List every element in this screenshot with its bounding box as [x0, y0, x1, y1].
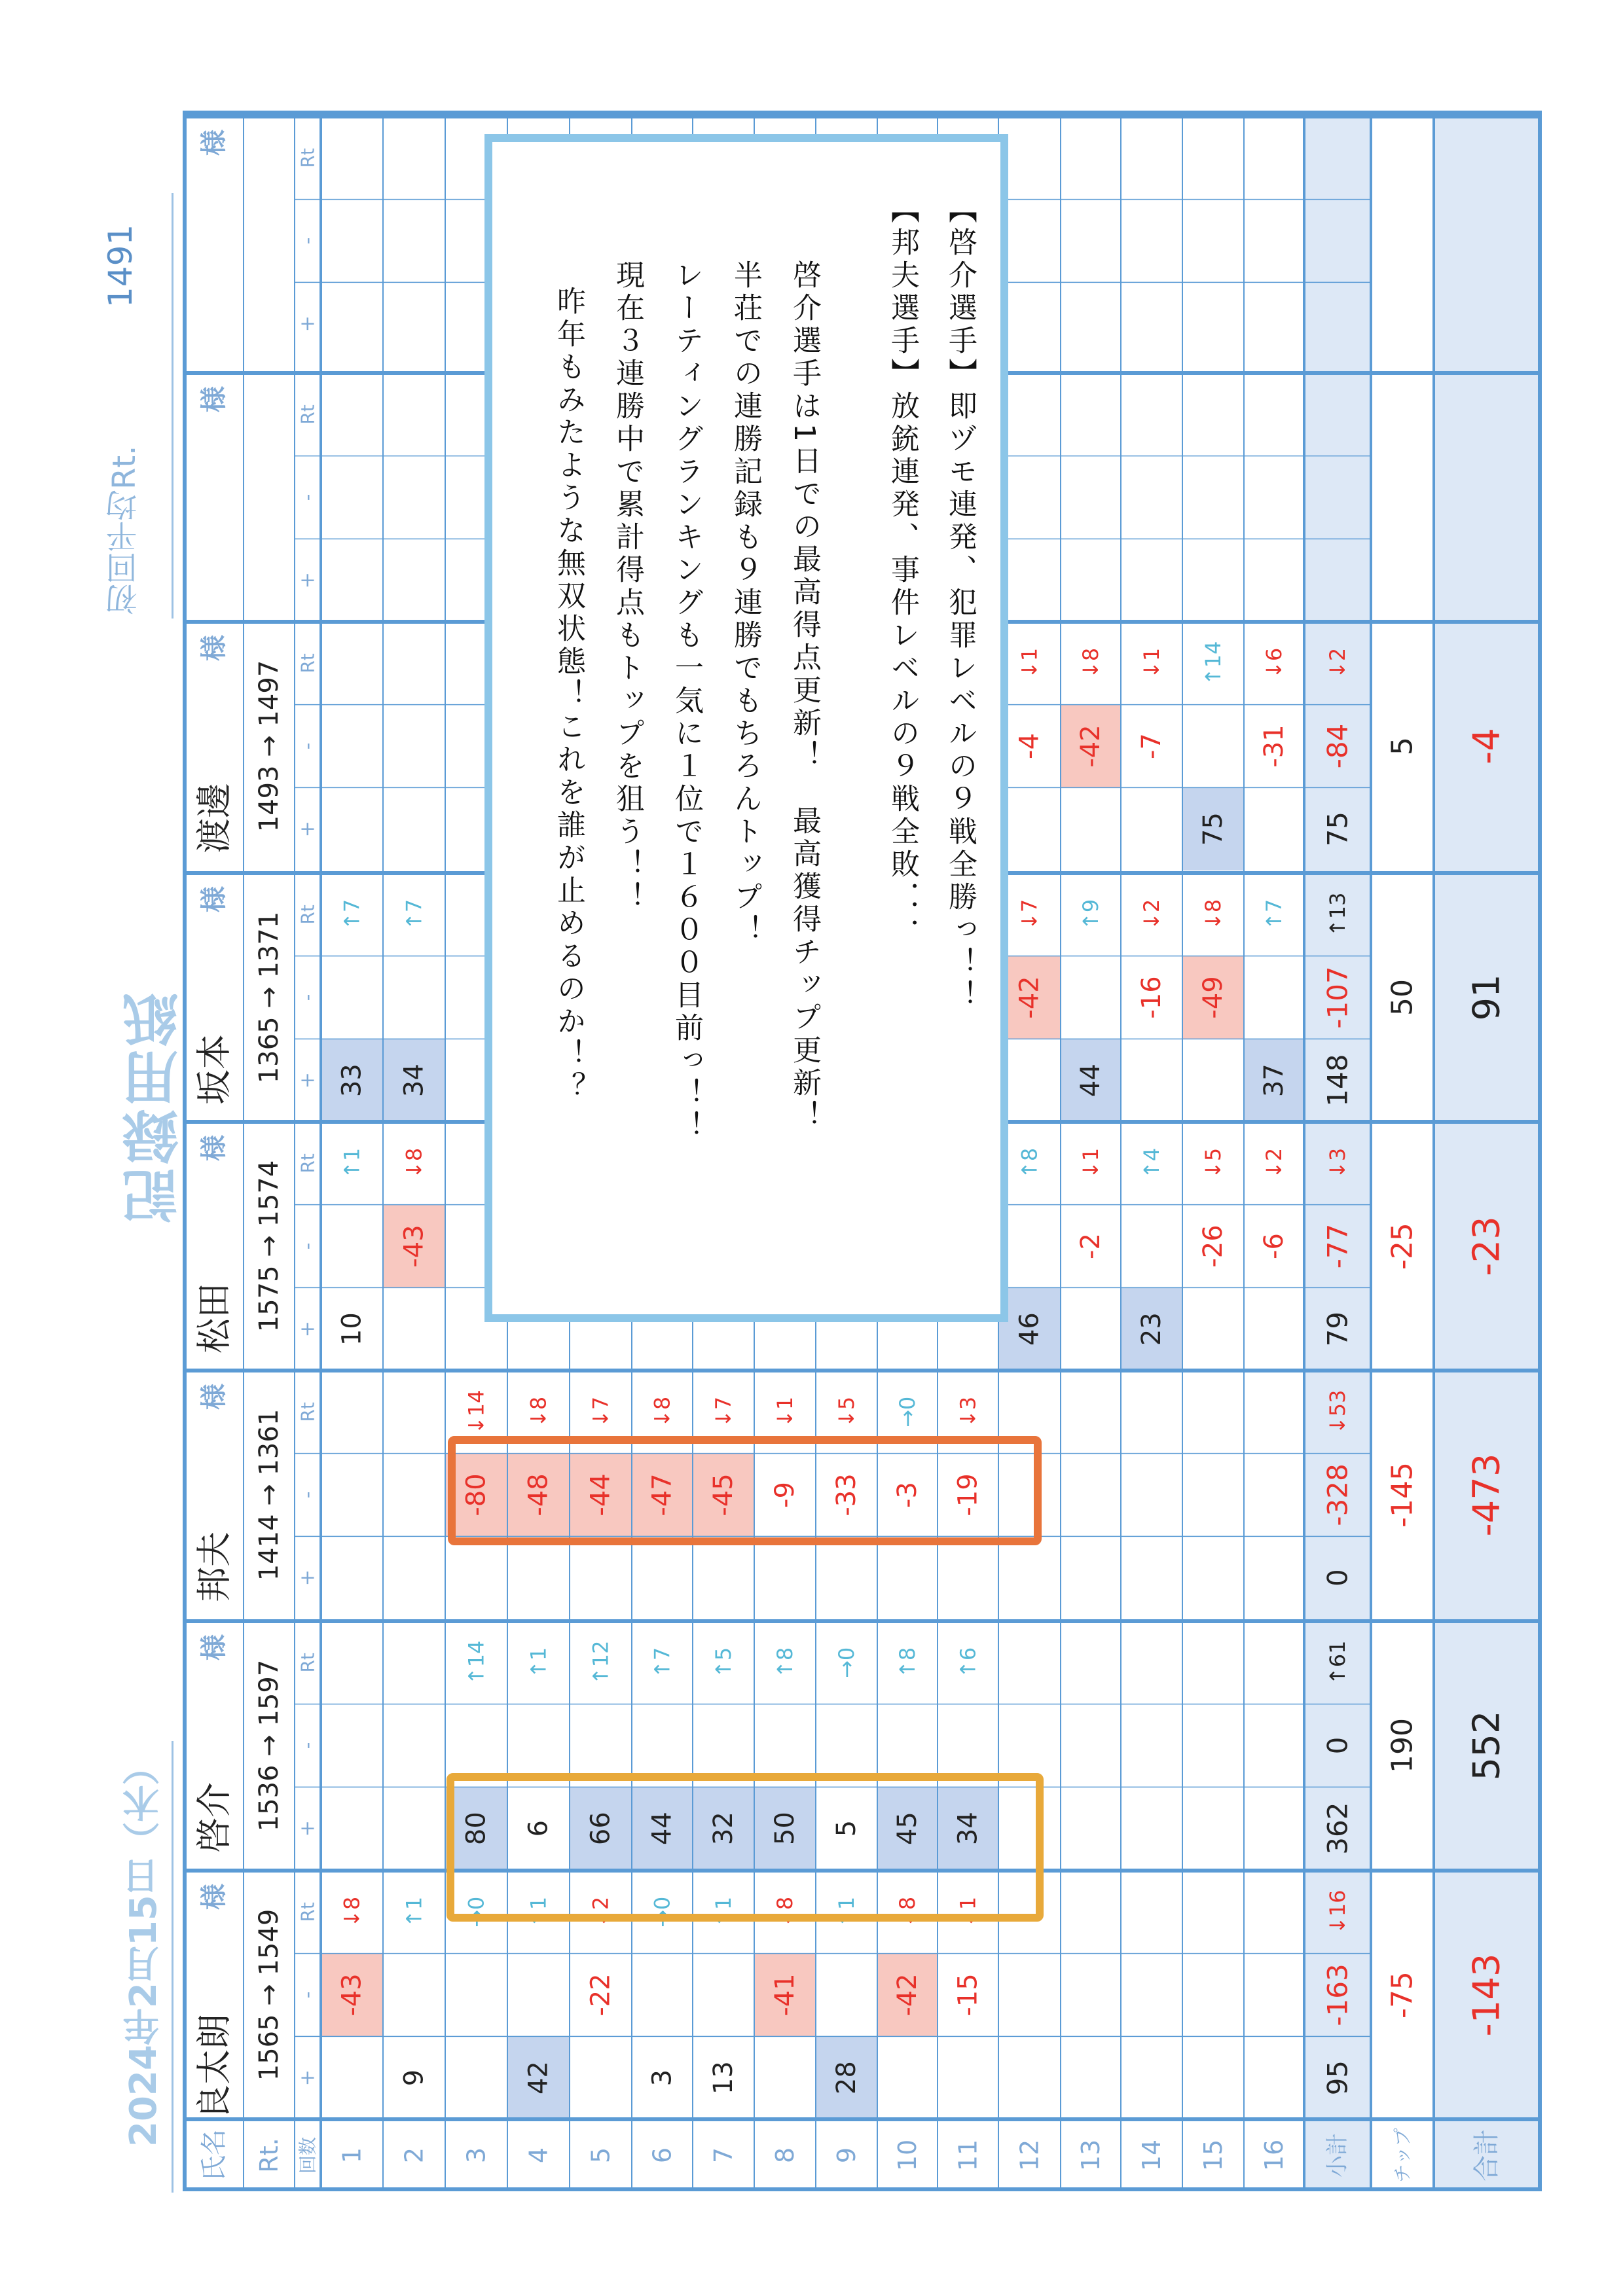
minus-score: -9 [770, 1482, 800, 1508]
chip-value: -145 [1385, 1462, 1419, 1528]
rating-change: ↓7 [588, 1396, 613, 1427]
rating-change: ↑5 [711, 1647, 736, 1678]
plus-header: + [296, 1072, 319, 1089]
comment-line-3: 啓介選手は1日での最高得点更新！ 最高獲得チップ更新！ [788, 260, 821, 1133]
honorific-label: 様 [199, 1884, 229, 1910]
subtotal-minus: -328 [1321, 1463, 1354, 1526]
rating-change: ↓8 [895, 1896, 920, 1928]
plus-score: 75 [1198, 812, 1228, 846]
rating-change: →0 [649, 1896, 675, 1928]
minus-score: -3 [892, 1482, 922, 1508]
rating-change: ↑4 [1139, 1147, 1164, 1179]
minus-score: -42 [892, 1973, 922, 2017]
rating-change: ↓7 [1017, 899, 1042, 930]
rating-change: ↓1 [1017, 647, 1042, 679]
round-number: 15 [1199, 2139, 1228, 2172]
plus-score: 10 [337, 1312, 367, 1346]
total-band [1434, 113, 1540, 2119]
rating-change: ↑7 [339, 899, 365, 930]
round-number: 10 [893, 2139, 922, 2172]
minus-score: -6 [1259, 1233, 1289, 1259]
sheet-date: 2024年2月15日（木） [122, 1748, 165, 2147]
plus-score: 3 [647, 2069, 678, 2087]
round-number: 11 [953, 2139, 983, 2172]
minus-header: - [296, 237, 319, 245]
rt-header: Rt [297, 1153, 319, 1174]
plus-header: + [296, 315, 319, 332]
plus-score: 46 [1014, 1312, 1045, 1346]
rating-change: ↑7 [1262, 899, 1286, 930]
rating-change: ↓8 [1078, 647, 1103, 679]
minus-score: -80 [461, 1473, 492, 1516]
plus-score: 23 [1137, 1312, 1167, 1346]
plus-score: 28 [831, 2061, 862, 2095]
plus-score: 32 [708, 1812, 739, 1846]
minus-score: -49 [1198, 976, 1228, 1019]
average-rating-value: 1491 [101, 224, 139, 308]
comment-line-2: 放銃連発、事件レベルの９戦全敗．．． [886, 391, 919, 951]
minus-header: - [296, 994, 319, 1001]
subtotal-plus: 79 [1321, 1311, 1354, 1347]
plus-score: 42 [523, 2061, 554, 2095]
minus-score: -45 [708, 1473, 739, 1516]
subtotal-minus: 0 [1321, 1736, 1354, 1755]
subtotal-rating: ↓53 [1325, 1390, 1350, 1435]
minus-header: - [296, 1742, 319, 1749]
subtotal-label: 小計 [1324, 2133, 1351, 2178]
player-name: 渡邊 [193, 783, 235, 853]
rating-change: ↑1 [339, 1147, 365, 1179]
rating-change: ↑9 [1078, 899, 1103, 930]
plus-header: + [296, 1321, 319, 1338]
minus-score: -47 [647, 1473, 678, 1516]
rating-change: ↑14 [1201, 641, 1226, 686]
subtotal-minus: -84 [1321, 723, 1354, 769]
minus-score: -19 [953, 1473, 983, 1516]
rating-change: ↓2 [588, 1896, 613, 1928]
rt-header: Rt [297, 905, 319, 925]
rating-change: ↓5 [834, 1396, 859, 1427]
player-name: 邦夫 [193, 1532, 235, 1602]
total-value: 91 [1465, 974, 1508, 1021]
honorific-label: 様 [199, 1135, 229, 1161]
comment-line-6: 現在３連勝中で累計得点もトップを狙う！！ [611, 260, 644, 914]
chip-value: 190 [1385, 1718, 1419, 1773]
minus-header: - [296, 1491, 319, 1499]
round-label: 回数 [297, 2136, 319, 2174]
minus-score: -42 [1014, 976, 1045, 1019]
rating-change: ↑1 [711, 1896, 736, 1928]
total-value: -23 [1465, 1216, 1508, 1276]
honorific-label: 様 [199, 386, 229, 412]
minus-header: - [296, 1991, 319, 1999]
rating-change: ↓5 [1201, 1147, 1226, 1179]
plus-header: + [296, 572, 319, 589]
rating-change: ↑1 [834, 1896, 859, 1928]
subtotal-plus: 362 [1321, 1802, 1354, 1855]
rating-change: ↓6 [1262, 647, 1286, 679]
rating-change: ↓8 [649, 1396, 675, 1427]
plus-score: 44 [647, 1812, 678, 1846]
rating-change: ↓1 [1078, 1147, 1103, 1179]
plus-score: 9 [399, 2069, 429, 2087]
player-name: 啓介 [193, 1782, 235, 1853]
subtotal-plus: 75 [1321, 811, 1354, 847]
subtotal-minus: -77 [1321, 1223, 1354, 1269]
average-rating-label: 初回平均Rt. [106, 445, 143, 615]
total-value: 552 [1465, 1710, 1508, 1781]
round-number: 2 [399, 2147, 429, 2164]
total-label: 合計 [1472, 2129, 1502, 2181]
player-rating: 1414 → 1361 [254, 1408, 284, 1581]
honorific-label: 様 [199, 886, 229, 912]
honorific-label: 様 [199, 130, 229, 156]
minus-header: - [296, 493, 319, 501]
rating-change: ↓8 [773, 1896, 797, 1928]
subtotal-rating: ↑13 [1325, 892, 1350, 937]
subtotal-minus: -107 [1321, 966, 1354, 1029]
player-name: 良太朗 [193, 2014, 235, 2120]
plus-header: + [296, 821, 319, 838]
plus-score: 33 [337, 1064, 367, 1098]
plus-header: + [296, 2070, 319, 2087]
name-label: 氏名 [199, 2129, 229, 2181]
chip-value: -75 [1385, 1971, 1419, 2018]
rating-change: ↓8 [401, 1147, 427, 1179]
plus-score: 5 [831, 1820, 862, 1837]
rating-change: ↑7 [401, 899, 427, 930]
rating-change: ↓14 [464, 1390, 489, 1435]
rt-header: Rt [297, 148, 319, 168]
rating-change: ↓8 [339, 1896, 365, 1928]
subtotal-plus: 95 [1321, 2060, 1354, 2096]
plus-score: 44 [1076, 1064, 1106, 1098]
round-number: 13 [1076, 2139, 1105, 2172]
player-rating: 1493 → 1497 [254, 660, 284, 833]
chip-label: チップ [1391, 2128, 1413, 2183]
rating-change: ↓2 [1262, 1147, 1286, 1179]
total-value: -4 [1465, 728, 1508, 764]
comment-line-5: レーティングランキングも一気に１位で１６００目前っ！！ [670, 260, 703, 1143]
rating-change: →0 [464, 1896, 489, 1928]
chip-value: -25 [1385, 1223, 1419, 1270]
minus-score: -15 [953, 1973, 983, 2017]
rating-change: ↓1 [955, 1896, 981, 1928]
plus-score: 13 [708, 2061, 739, 2095]
minus-score: -43 [337, 1973, 367, 2017]
subtotal-plus: 148 [1321, 1054, 1354, 1107]
rt-header: Rt [297, 1902, 319, 1922]
rating-change: →0 [834, 1647, 859, 1678]
subtotal-rating: ↓16 [1325, 1890, 1350, 1935]
minus-score: -16 [1137, 976, 1167, 1019]
subtotal-rating: ↓2 [1325, 647, 1350, 679]
subtotal-rating: ↓3 [1325, 1147, 1350, 1179]
round-number: 14 [1137, 2139, 1166, 2172]
plus-score: 34 [953, 1812, 983, 1846]
round-number: 8 [771, 2147, 799, 2164]
round-number: 5 [586, 2147, 615, 2164]
subtotal-minus: -163 [1321, 1964, 1354, 2026]
sheet-title: 記録用紙 [122, 988, 188, 1224]
subtotal-rating: ↑61 [1325, 1640, 1350, 1685]
plus-score: 66 [585, 1812, 616, 1846]
chip-value: 5 [1385, 737, 1419, 755]
rating-change: ↑12 [588, 1640, 613, 1685]
round-number: 1 [337, 2147, 367, 2164]
rating-change: ↑1 [526, 1896, 551, 1928]
minus-score: -42 [1076, 725, 1106, 768]
rating-change: ↓1 [1139, 647, 1164, 679]
rating-change: ↓8 [1201, 899, 1226, 930]
minus-header: - [296, 1242, 319, 1250]
minus-score: -44 [585, 1473, 616, 1516]
player-name: 松田 [193, 1283, 235, 1354]
total-value: -143 [1465, 1953, 1508, 2037]
round-number: 12 [1015, 2139, 1044, 2172]
comment-line-1-tag: 【啓介選手】 [943, 194, 977, 391]
rating-change: ↑14 [464, 1640, 489, 1685]
minus-score: -33 [831, 1473, 862, 1516]
minus-score: -22 [585, 1973, 616, 2017]
honorific-label: 様 [199, 1634, 229, 1660]
comment-line-4: 半荘での連勝記録も９連勝でもちろんトップ！ [729, 260, 762, 947]
minus-score: -7 [1137, 733, 1167, 759]
rating-change: ↑8 [895, 1647, 920, 1678]
plus-score: 45 [892, 1812, 922, 1846]
rating-change: ↓8 [526, 1396, 551, 1427]
plus-header: + [296, 1820, 319, 1837]
total-value: -473 [1465, 1453, 1508, 1537]
round-number: 9 [832, 2147, 861, 2164]
minus-score: -48 [523, 1473, 554, 1516]
comment-line-2-tag: 【邦夫選手】 [886, 194, 919, 391]
plus-score: 50 [770, 1812, 800, 1846]
minus-score: -26 [1198, 1225, 1228, 1268]
player-name: 坂本 [193, 1034, 235, 1105]
rating-change: ↑8 [1017, 1147, 1042, 1179]
player-rating: 1536 → 1597 [254, 1659, 284, 1832]
rating-change: ↓7 [711, 1396, 736, 1427]
rt-header: Rt [297, 404, 319, 425]
player-rating: 1565 → 1549 [254, 1909, 284, 2081]
rating-change: ↑1 [526, 1647, 551, 1678]
plus-score: 34 [399, 1064, 429, 1098]
rating-change: ↑6 [955, 1647, 981, 1678]
round-number: 7 [709, 2147, 738, 2164]
comment-line-7: 昨年もみたような無双状態！これを誰が止めるのか！？ [552, 286, 585, 1104]
rating-change: ↑1 [401, 1896, 427, 1928]
plus-score: 37 [1259, 1064, 1289, 1098]
minus-header: - [296, 742, 319, 750]
minus-score: -2 [1076, 1233, 1106, 1259]
comment-line-1: 即ヅモ連発、犯罪レベルの９戦全勝っ！！ [943, 391, 977, 1013]
round-number: 4 [524, 2147, 553, 2164]
rt-header: Rt [297, 653, 319, 673]
player-rating: 1575 → 1574 [254, 1160, 284, 1333]
minus-score: -4 [1014, 733, 1045, 759]
minus-score: -41 [770, 1973, 800, 2017]
plus-score: 6 [523, 1820, 554, 1837]
rating-change: ↓2 [1139, 899, 1164, 930]
rating-change: ↓3 [955, 1396, 981, 1427]
round-number: 6 [647, 2147, 677, 2164]
rating-change: ↑7 [649, 1647, 675, 1678]
rating-change: ↓1 [773, 1396, 797, 1427]
plus-header: + [296, 1570, 319, 1587]
honorific-label: 様 [199, 635, 229, 661]
round-number: 16 [1260, 2139, 1288, 2172]
subtotal-plus: 0 [1321, 1569, 1354, 1587]
rating-change: →0 [895, 1396, 920, 1427]
rt-header: Rt [297, 1402, 319, 1422]
minus-score: -31 [1259, 725, 1289, 768]
chip-value: 50 [1385, 979, 1419, 1016]
player-rating: 1365 → 1371 [254, 911, 284, 1084]
honorific-label: 様 [199, 1384, 229, 1410]
rating-change: ↑8 [773, 1647, 797, 1678]
rating-label: Rt. [255, 2138, 283, 2173]
minus-score: -43 [399, 1225, 429, 1268]
rt-header: Rt [297, 1653, 319, 1673]
commentary-box [484, 134, 1008, 1322]
plus-score: 80 [461, 1812, 492, 1846]
round-number: 3 [462, 2147, 491, 2164]
